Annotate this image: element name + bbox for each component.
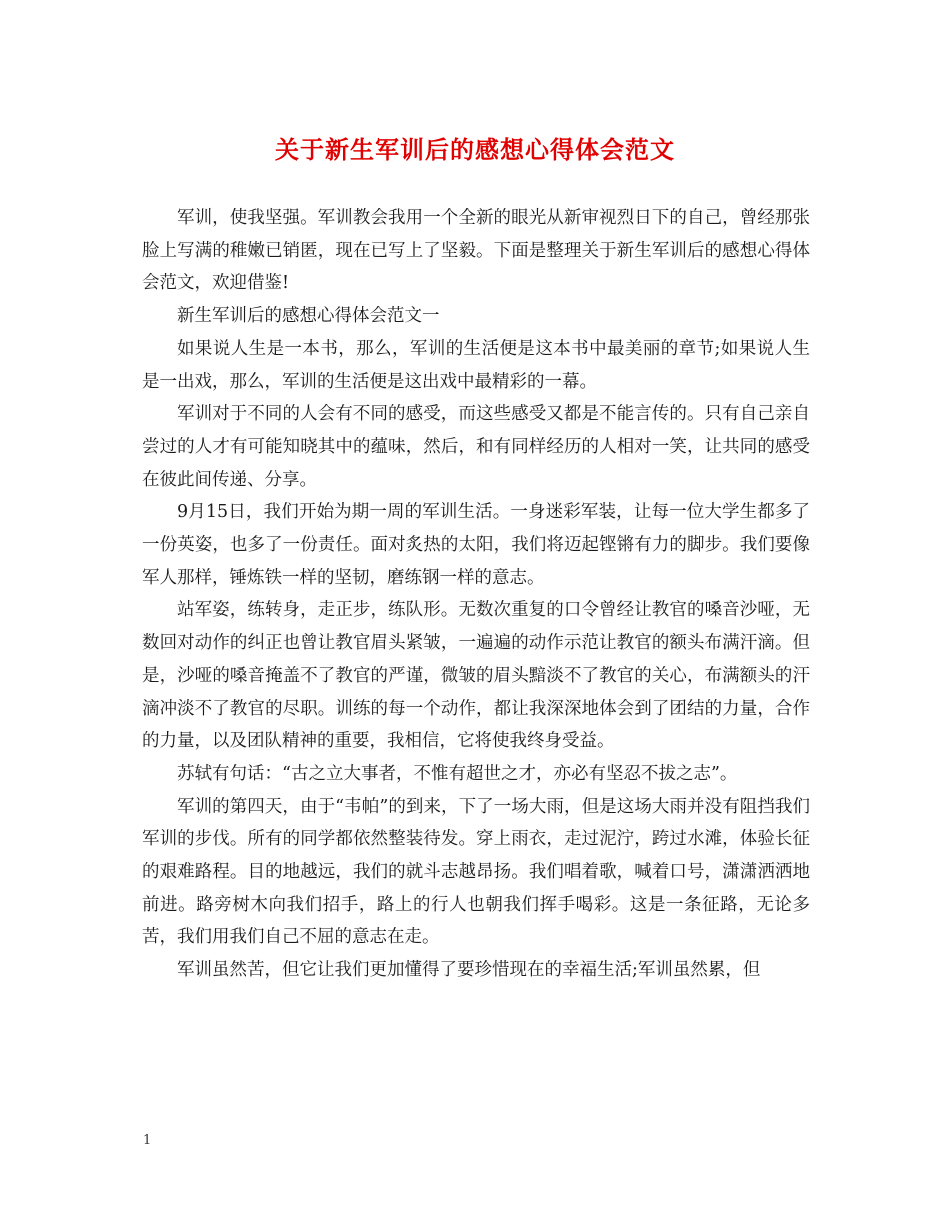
body-paragraph: 军训的第四天，由于“韦帕”的到来，下了一场大雨，但是这场大雨并没有阻挡我们军训的步伐。所有的同学都依然整装待发。穿上雨衣，走过泥泞，跨过水滩，体验长征的艰难路程。目的地越远，我们的就斗志越昂扬。我们唱着歌，喊着口号，潇潇洒洒地前进。路旁树木向我们招手，路上的行人也朝我们挥手喝彩。这是一条征路，无论多苦，我们用我们自己不屈的意志在走。 [142, 796, 810, 948]
intro-paragraph: 军训，使我坚强。军训教会我用一个全新的眼光从新审视烈日下的自己，曾经那张脸上写满的稚嫩已销匿，现在已写上了坚毅。下面是整理关于新生军训后的感想心得体会范文，欢迎借鉴! [142, 208, 810, 294]
quote-paragraph: 苏轼有句话：“古之立大事者，不惟有超世之才，亦必有坚忍不拔之志”。 [177, 763, 738, 784]
body-paragraph: 9月15日，我们开始为期一周的军训生活。一身迷彩军装，让每一位大学生都多了一份英姿，也多了一份责任。面对炙热的太阳，我们将迈起铿锵有力的脚步。我们要像军人那样，锤炼铁一样的坚韧，磨练钢一样的意志。 [142, 502, 810, 588]
body-paragraph: 军训对于不同的人会有不同的感受，而这些感受又都是不能言传的。只有自己亲自尝过的人才有可能知晓其中的蕴味，然后，和有同样经历的人相对一笑，让共同的感受在彼此间传递、分享。 [142, 404, 810, 490]
document-title: 关于新生军训后的感想心得体会范文 [275, 136, 675, 164]
body-paragraph: 如果说人生是一本书，那么，军训的生活便是这本书中最美丽的章节;如果说人生是一出戏，那么，军训的生活便是这出戏中最精彩的一幕。 [142, 338, 810, 392]
section-heading: 新生军训后的感想心得体会范文一 [177, 306, 440, 327]
document-body [142, 202, 810, 987]
body-paragraph: 军训虽然苦，但它让我们更加懂得了要珍惜现在的幸福生活;军训虽然累，但 [177, 960, 761, 981]
body-paragraph: 站军姿，练转身，走正步，练队形。无数次重复的口令曾经让教官的嗓音沙哑，无数回对动作的纠正也曾让教官眉头紧皱，一遍遍的动作示范让教官的额头布满汗滴。但是，沙哑的嗓音掩盖不了教官的严谨，微皱的眉头黯淡不了教官的关心，布满额头的汗滴冲淡不了教官的尽职。训练的每一个动作，都让我深深地体会到了团结的力量，合作的力量，以及团队精神的重要，我相信，它将使我终身受益。 [142, 600, 810, 752]
page-number: 1 [143, 1133, 152, 1148]
